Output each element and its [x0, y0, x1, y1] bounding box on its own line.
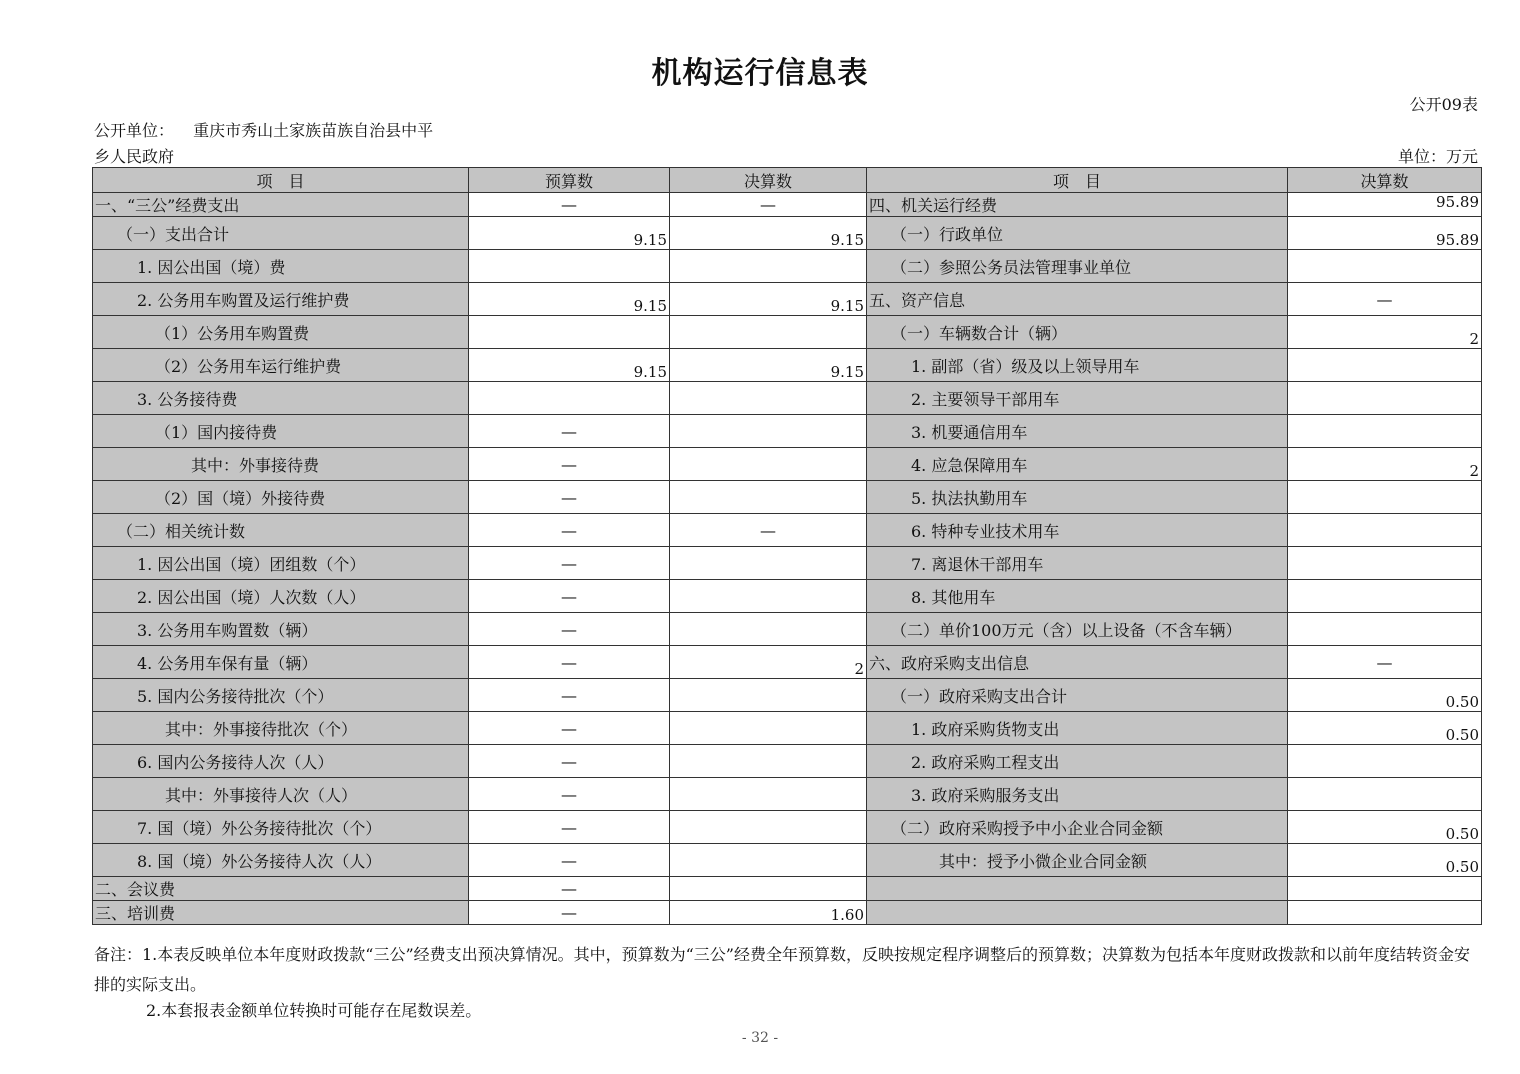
budget-cell: —: [469, 646, 670, 679]
left-item: 其中：外事接待人次（人）: [93, 778, 469, 811]
left-item: 三、培训费: [93, 901, 469, 925]
left-item: 其中：外事接待费: [93, 448, 469, 481]
right-value: [1288, 514, 1482, 547]
note-1: 备注：1.本表反映单位本年度财政拨款“三公”经费支出预决算情况。其中，预算数为“三公”经费全年预算数，反映按规定程序调整后的预算数；决算数为包括本年度财政拨款和以前年度结转资金安排的实际支出。: [94, 945, 1470, 994]
budget-cell: —: [469, 712, 670, 745]
right-item: （一）车辆数合计（辆）: [867, 316, 1288, 349]
right-value: —: [1288, 646, 1482, 679]
table-row: [93, 193, 1482, 217]
left-item: 2. 因公出国（境）人次数（人）: [93, 580, 469, 613]
budget-cell: —: [469, 844, 670, 877]
final-cell: [670, 877, 867, 901]
table-row: [93, 382, 1482, 415]
right-item: 其中：授予小微企业合同金额: [867, 844, 1288, 877]
table-row: [93, 415, 1482, 448]
right-item: 5. 执法执勤用车: [867, 481, 1288, 514]
final-cell: 9.15: [670, 217, 867, 250]
budget-cell: —: [469, 481, 670, 514]
budget-cell: —: [469, 415, 670, 448]
right-item: （二）单价100万元（含）以上设备（不含车辆）: [867, 613, 1288, 646]
left-item: 1. 因公出国（境）团组数（个）: [93, 547, 469, 580]
final-cell: [670, 745, 867, 778]
right-value: [1288, 745, 1482, 778]
left-item: （1）国内接待费: [93, 415, 469, 448]
budget-cell: [469, 382, 670, 415]
table-row: [93, 844, 1482, 877]
budget-cell: —: [469, 547, 670, 580]
right-value: 0.50: [1288, 712, 1482, 745]
form-code: 公开09表: [1409, 95, 1478, 114]
right-value: 2: [1288, 448, 1482, 481]
budget-cell: 9.15: [469, 217, 670, 250]
budget-cell: —: [469, 877, 670, 901]
left-item: 一、“三公”经费支出: [93, 193, 469, 217]
right-item: 4. 应急保障用车: [867, 448, 1288, 481]
right-item: [867, 901, 1288, 925]
currency-unit: 单位：万元: [1397, 147, 1478, 166]
final-cell: [670, 679, 867, 712]
budget-cell: —: [469, 901, 670, 925]
table-row: [93, 901, 1482, 925]
final-cell: 2: [670, 646, 867, 679]
table-row: [93, 316, 1482, 349]
header-item: 项 目: [93, 168, 469, 193]
right-value: [1288, 415, 1482, 448]
right-item: 3. 政府采购服务支出: [867, 778, 1288, 811]
right-item: （一）行政单位: [867, 217, 1288, 250]
final-cell: [670, 250, 867, 283]
budget-cell: —: [469, 811, 670, 844]
budget-cell: —: [469, 613, 670, 646]
budget-cell: —: [469, 778, 670, 811]
right-value: 0.50: [1288, 679, 1482, 712]
right-value: 95.89: [1288, 193, 1482, 217]
table-row: [93, 745, 1482, 778]
final-cell: [670, 382, 867, 415]
final-cell: [670, 712, 867, 745]
right-value: [1288, 877, 1482, 901]
right-value: 0.50: [1288, 811, 1482, 844]
right-value: [1288, 778, 1482, 811]
table-header-row: [93, 168, 1482, 193]
final-cell: 9.15: [670, 283, 867, 316]
budget-cell: [469, 250, 670, 283]
right-item: 6. 特种专业技术用车: [867, 514, 1288, 547]
budget-cell: —: [469, 448, 670, 481]
budget-cell: —: [469, 193, 670, 217]
right-value: [1288, 901, 1482, 925]
left-item: 5. 国内公务接待批次（个）: [93, 679, 469, 712]
final-cell: [670, 811, 867, 844]
final-cell: [670, 778, 867, 811]
right-item: （一）政府采购支出合计: [867, 679, 1288, 712]
budget-cell: 9.15: [469, 349, 670, 382]
table-row: [93, 547, 1482, 580]
header-budget: 预算数: [469, 168, 670, 193]
budget-cell: —: [469, 745, 670, 778]
left-item: （二）相关统计数: [93, 514, 469, 547]
header-final: 决算数: [670, 168, 867, 193]
right-value: [1288, 250, 1482, 283]
left-item: 其中：外事接待批次（个）: [93, 712, 469, 745]
final-cell: [670, 613, 867, 646]
budget-cell: [469, 316, 670, 349]
unit-name-line1: 重庆市秀山土家族苗族自治县中平: [193, 121, 434, 140]
right-item: 7. 离退休干部用车: [867, 547, 1288, 580]
final-cell: 1.60: [670, 901, 867, 925]
table-row: [93, 778, 1482, 811]
final-cell: [670, 316, 867, 349]
right-item: 8. 其他用车: [867, 580, 1288, 613]
budget-cell: —: [469, 679, 670, 712]
unit-label: 公开单位：: [94, 121, 175, 140]
table-row: [93, 217, 1482, 250]
right-value: [1288, 547, 1482, 580]
right-value: [1288, 382, 1482, 415]
budget-cell: —: [469, 514, 670, 547]
final-cell: [670, 415, 867, 448]
right-value: 2: [1288, 316, 1482, 349]
table-row: [93, 250, 1482, 283]
final-cell: —: [670, 193, 867, 217]
final-cell: [670, 481, 867, 514]
table-row: [93, 283, 1482, 316]
right-item: 六、政府采购支出信息: [867, 646, 1288, 679]
right-item: 四、机关运行经费: [867, 193, 1288, 217]
right-value: [1288, 580, 1482, 613]
left-item: 二、会议费: [93, 877, 469, 901]
right-value: [1288, 349, 1482, 382]
table-row: [93, 448, 1482, 481]
left-item: 6. 国内公务接待人次（人）: [93, 745, 469, 778]
right-item: 五、资产信息: [867, 283, 1288, 316]
final-cell: [670, 844, 867, 877]
left-item: 7. 国（境）外公务接待批次（个）: [93, 811, 469, 844]
left-item: 4. 公务用车保有量（辆）: [93, 646, 469, 679]
info-table: [92, 167, 1482, 925]
table-row: [93, 877, 1482, 901]
budget-cell: 9.15: [469, 283, 670, 316]
table-row: [93, 349, 1482, 382]
left-item: （2）公务用车运行维护费: [93, 349, 469, 382]
right-item: （二）政府采购授予中小企业合同金额: [867, 811, 1288, 844]
right-item: 1. 政府采购货物支出: [867, 712, 1288, 745]
final-cell: [670, 580, 867, 613]
right-item: [867, 877, 1288, 901]
table-row: [93, 514, 1482, 547]
table-row: [93, 712, 1482, 745]
budget-cell: —: [469, 580, 670, 613]
right-value: 95.89: [1288, 217, 1482, 250]
table-row: [93, 811, 1482, 844]
right-item: 3. 机要通信用车: [867, 415, 1288, 448]
table-row: [93, 646, 1482, 679]
left-item: （2）国（境）外接待费: [93, 481, 469, 514]
left-item: （1）公务用车购置费: [93, 316, 469, 349]
table-row: [93, 481, 1482, 514]
final-cell: 9.15: [670, 349, 867, 382]
page-title: 机构运行信息表: [651, 56, 869, 91]
left-item: 3. 公务用车购置数（辆）: [93, 613, 469, 646]
header-final-right: 决算数: [1288, 168, 1482, 193]
final-cell: —: [670, 514, 867, 547]
left-item: 1. 因公出国（境）费: [93, 250, 469, 283]
reporting-unit: [94, 118, 433, 141]
header-item-right: 项 目: [867, 168, 1288, 193]
right-item: 2. 主要领导干部用车: [867, 382, 1288, 415]
left-item: 3. 公务接待费: [93, 382, 469, 415]
right-item: 1. 副部（省）级及以上领导用车: [867, 349, 1288, 382]
table-row: [93, 613, 1482, 646]
note-2: 2.本套报表金额单位转换时可能存在尾数误差。: [146, 1001, 482, 1020]
final-cell: [670, 448, 867, 481]
left-item: 2. 公务用车购置及运行维护费: [93, 283, 469, 316]
right-item: 2. 政府采购工程支出: [867, 745, 1288, 778]
right-value: [1288, 613, 1482, 646]
table-row: [93, 580, 1482, 613]
unit-name-line2: 乡人民政府: [94, 147, 175, 166]
right-value: [1288, 481, 1482, 514]
page-number: - 32 -: [741, 1030, 779, 1046]
left-item: 8. 国（境）外公务接待人次（人）: [93, 844, 469, 877]
right-value: —: [1288, 283, 1482, 316]
right-item: （二）参照公务员法管理事业单位: [867, 250, 1288, 283]
final-cell: [670, 547, 867, 580]
left-item: （一）支出合计: [93, 217, 469, 250]
right-value: 0.50: [1288, 844, 1482, 877]
table-row: [93, 679, 1482, 712]
